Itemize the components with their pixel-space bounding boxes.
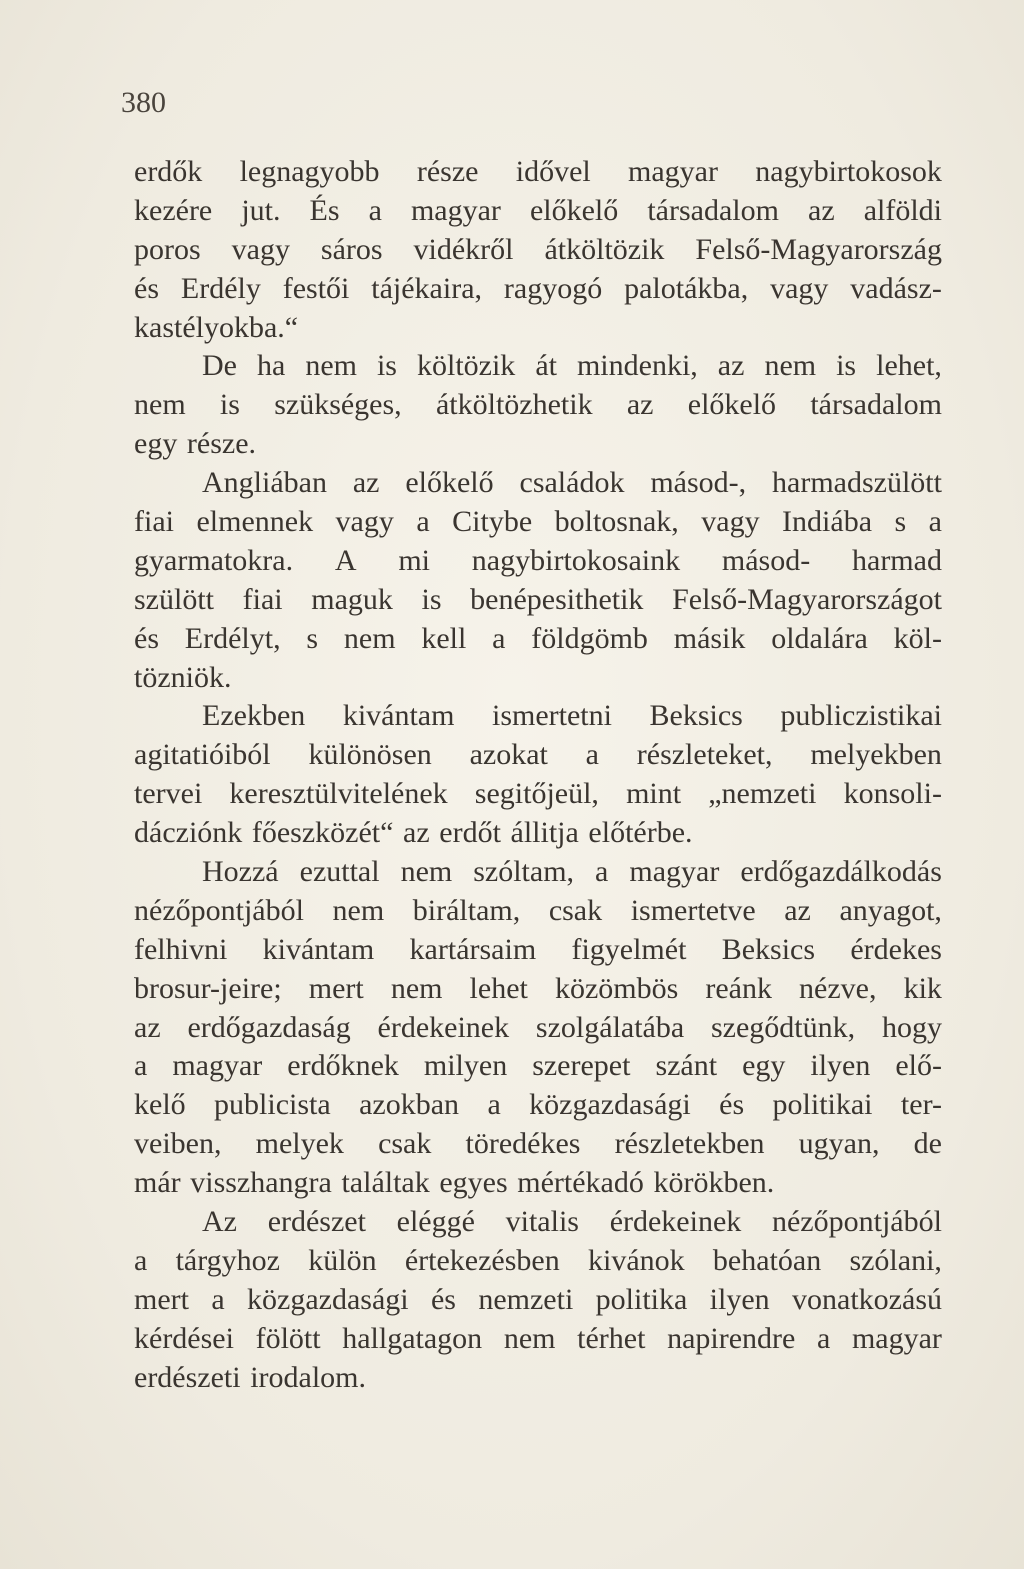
word: az — [403, 816, 430, 850]
word: lehet — [469, 971, 528, 1005]
word: is — [421, 582, 442, 616]
word: nagybirtokosaink — [471, 543, 681, 577]
word: közgazdasági — [529, 1088, 691, 1122]
word: át — [535, 349, 557, 383]
word: Hozzá — [202, 855, 279, 889]
word: kezére — [134, 193, 213, 227]
text-line — [134, 1359, 942, 1398]
word: szülött — [134, 582, 214, 616]
text-line — [134, 347, 942, 386]
word: nézőpontjából — [134, 893, 304, 927]
text-line — [134, 153, 942, 192]
word: boltosnak, — [554, 505, 679, 539]
text-line — [134, 814, 942, 853]
word: vagy — [335, 505, 394, 539]
word: a — [211, 1282, 225, 1316]
word: alföldi — [863, 193, 942, 227]
word: maguk — [311, 582, 393, 616]
word: Erdélyt, — [184, 621, 281, 655]
word: ismertetve — [630, 893, 756, 927]
word: társadalom — [810, 388, 942, 422]
word: a — [134, 1049, 148, 1083]
word: érdekes — [850, 932, 942, 966]
text-line — [134, 386, 942, 425]
word: legnagyobb — [239, 155, 380, 188]
word: fölött — [255, 1321, 321, 1355]
text-line — [134, 1009, 942, 1048]
word: nem — [390, 971, 443, 1005]
word: ismertetni — [491, 699, 612, 733]
word: melyekben — [810, 738, 942, 772]
word: vagy — [770, 271, 829, 305]
word: és — [134, 271, 159, 305]
word: Beksics — [649, 699, 743, 733]
text-line — [134, 581, 942, 620]
word: magyar — [172, 1049, 263, 1083]
word: ha — [256, 349, 286, 383]
word: kivánok — [588, 1243, 685, 1277]
word: és — [719, 1088, 745, 1122]
text-line — [134, 192, 942, 231]
word: térhet — [577, 1321, 646, 1355]
word: nem — [343, 621, 396, 655]
word: érdekeinek — [377, 1010, 510, 1044]
word: és — [430, 1282, 456, 1316]
word: festői — [282, 271, 350, 305]
word: költözik — [416, 349, 516, 383]
word: szerepet — [532, 1049, 631, 1083]
word: erdészet — [267, 1205, 366, 1239]
word: ilyen — [810, 1049, 871, 1083]
word: része — [416, 155, 479, 188]
word: nem — [764, 349, 817, 383]
word: hogy — [881, 1010, 942, 1044]
word: a — [595, 855, 609, 889]
word: előkelő — [529, 193, 619, 227]
word: Az — [202, 1205, 237, 1239]
word: erdőgazdálkodás — [740, 855, 942, 889]
word: másik — [673, 621, 746, 655]
text-line — [134, 503, 942, 542]
word: jut. — [241, 193, 281, 227]
word: szóltam, — [473, 855, 575, 889]
word: mint — [626, 777, 682, 811]
word: fiai — [134, 505, 174, 539]
text-line — [134, 697, 942, 736]
word: is — [376, 349, 397, 383]
word: az — [717, 349, 745, 383]
word: s — [306, 621, 319, 655]
word: publiczistikai — [780, 699, 942, 733]
word: politikai — [772, 1088, 873, 1122]
word: a — [928, 505, 942, 539]
text-line — [134, 1281, 942, 1320]
word: a — [134, 1243, 148, 1277]
word: irodalom. — [250, 1360, 367, 1394]
word: már — [134, 1166, 181, 1200]
word: vidékről — [413, 232, 514, 266]
word: kik — [903, 971, 942, 1005]
word: nem — [305, 349, 357, 383]
word: kelő — [134, 1088, 186, 1122]
word: publicista — [214, 1088, 331, 1122]
word: vonatkozású — [792, 1282, 942, 1316]
text-line — [134, 425, 942, 464]
word: mert — [308, 971, 364, 1005]
word: magyar — [629, 855, 720, 889]
word: részletekben — [614, 1127, 765, 1161]
word: a — [368, 193, 382, 227]
word: melyek — [255, 1127, 344, 1161]
text-line — [134, 659, 942, 698]
word: dácziónk — [134, 816, 243, 850]
text-line — [134, 542, 942, 581]
word: gyarmatokra. — [134, 543, 294, 577]
word: biráltam, — [412, 893, 521, 927]
word: nem — [503, 1321, 556, 1355]
word: segitőjeül, — [474, 777, 599, 811]
word: átköltözik — [544, 232, 665, 266]
word: nem — [134, 388, 186, 422]
word: a — [816, 1321, 831, 1355]
word: nézve, — [799, 971, 877, 1005]
word: tervei — [134, 777, 203, 811]
word: felhivni — [134, 932, 228, 966]
word: konsoli- — [843, 777, 942, 811]
word: vagy — [231, 232, 290, 266]
word: A — [334, 543, 357, 577]
word: nemzeti — [478, 1282, 574, 1316]
word: másod-, — [650, 466, 747, 500]
word: de — [913, 1127, 942, 1161]
word: csak — [378, 1127, 432, 1161]
word: az — [134, 1010, 161, 1044]
word: az — [808, 193, 835, 227]
word: is — [836, 349, 857, 383]
page-number: 380 — [121, 86, 166, 119]
word: mértékadó — [517, 1166, 644, 1200]
word: mindenki, — [576, 349, 698, 383]
word: ragyogó — [503, 271, 603, 305]
word: szolgálatába — [535, 1010, 685, 1044]
word: Angliában — [202, 466, 327, 500]
word: Indiába — [782, 505, 873, 539]
text-line — [134, 1203, 942, 1242]
text-line — [134, 775, 942, 814]
word: különösen — [308, 738, 432, 772]
word: részleteket, — [636, 738, 773, 772]
word: s — [894, 505, 907, 539]
word: És — [309, 193, 340, 227]
word: egyes — [439, 1166, 508, 1200]
word: kartársaim — [409, 932, 537, 966]
word: ugyan, — [798, 1127, 880, 1161]
word: tájékaira, — [371, 271, 483, 305]
word: átköltözhetik — [435, 388, 593, 422]
word: nem — [332, 893, 385, 927]
word: köl- — [893, 621, 942, 655]
word: az — [784, 893, 811, 927]
word: érdekeinek — [609, 1205, 742, 1239]
word: elő- — [895, 1049, 942, 1083]
word: politika — [595, 1282, 688, 1316]
word: magyar — [628, 155, 718, 188]
word: anyagot, — [839, 893, 942, 927]
word: tárgyhoz — [175, 1243, 280, 1277]
text-line — [134, 736, 942, 775]
word: poros — [134, 232, 201, 266]
word: a — [487, 1088, 501, 1122]
word: egy — [134, 427, 178, 461]
word: is — [219, 388, 240, 422]
word: nézőpontjából — [771, 1205, 942, 1239]
text-line — [134, 1086, 942, 1125]
word: kérdései — [134, 1321, 234, 1355]
word: előkelő — [405, 466, 494, 500]
word: a — [416, 505, 430, 539]
word: erdőt — [439, 816, 501, 850]
word: a — [585, 738, 599, 772]
word: Erdély — [180, 271, 261, 305]
word: erdők — [134, 155, 203, 188]
word: szükséges, — [274, 388, 402, 422]
word: másod- — [721, 543, 811, 577]
word: társadalom — [647, 193, 779, 227]
word: tözniök. — [134, 660, 232, 694]
text-line — [134, 970, 942, 1009]
word: főeszközét“ — [251, 816, 394, 850]
word: külön — [308, 1243, 377, 1277]
text-line — [134, 270, 942, 309]
word: Citybe — [452, 505, 533, 539]
word: Beksics — [721, 932, 816, 966]
text-line — [134, 892, 942, 931]
word: Ezekben — [202, 699, 306, 733]
word: lehet, — [876, 349, 942, 383]
word: fiai — [242, 582, 283, 616]
word: sáros — [320, 232, 383, 266]
word: „nemzeti — [708, 777, 817, 811]
word: előtérbe. — [588, 816, 693, 850]
word: kivántam — [262, 932, 375, 966]
word: szegődtünk, — [711, 1010, 856, 1044]
word: töredékes — [465, 1127, 581, 1161]
word: vitalis — [505, 1205, 579, 1239]
text-line — [134, 1320, 942, 1359]
word: előkelő — [687, 388, 777, 422]
word: oldalára — [771, 621, 868, 655]
word: egy — [742, 1049, 786, 1083]
word: keresztülvitelének — [229, 777, 448, 811]
text-line — [134, 931, 942, 970]
word: idővel — [515, 155, 591, 188]
word: szólani, — [849, 1243, 942, 1277]
word: ilyen — [709, 1282, 770, 1316]
word: a — [492, 621, 506, 655]
word: azokat — [469, 738, 548, 772]
word: harmad — [852, 543, 942, 577]
text-line — [134, 231, 942, 270]
word: értekezésben — [404, 1243, 560, 1277]
word: családok — [519, 466, 625, 500]
word: visszhangra — [190, 1166, 332, 1200]
word: Felső-Magyarország — [695, 232, 942, 266]
word: nagybirtokosok — [755, 155, 942, 188]
word: ter- — [900, 1088, 942, 1122]
word: figyelmét — [571, 932, 687, 966]
word: és — [134, 621, 159, 655]
word: erdészeti — [134, 1360, 241, 1394]
word: erdőknek — [287, 1049, 399, 1083]
word: találtak — [341, 1166, 430, 1200]
word: szánt — [655, 1049, 718, 1083]
word: elmennek — [196, 505, 314, 539]
word: magyar — [410, 193, 501, 227]
text-line — [134, 620, 942, 659]
word: közgazdasági — [247, 1282, 409, 1316]
word: veiben, — [134, 1127, 222, 1161]
word: földgömb — [531, 621, 648, 655]
text-line — [134, 853, 942, 892]
word: ezuttal — [299, 855, 380, 889]
word: vagy — [701, 505, 760, 539]
word: kell — [421, 621, 467, 655]
body-text — [134, 153, 942, 1398]
word: erdőgazdaság — [187, 1010, 351, 1044]
word: eléggé — [396, 1205, 475, 1239]
text-line — [134, 1047, 942, 1086]
word: magyar — [851, 1321, 942, 1355]
word: körökben. — [653, 1166, 775, 1200]
word: milyen — [423, 1049, 508, 1083]
word: kastélyokba.“ — [134, 310, 299, 344]
word: agitatióiból — [134, 738, 271, 772]
word: állitja — [510, 816, 579, 850]
text-line — [134, 309, 942, 348]
word: napirendre — [667, 1321, 796, 1355]
word: közömbös — [554, 971, 679, 1005]
word: nem — [400, 855, 453, 889]
word: harmadszülött — [772, 466, 942, 500]
word: mert — [134, 1282, 189, 1316]
word: palotákba, — [624, 271, 749, 305]
word: hallgatagon — [342, 1321, 483, 1355]
word: behatóan — [712, 1243, 822, 1277]
word: De — [202, 349, 237, 383]
text-line — [134, 1242, 942, 1281]
word: az — [352, 466, 380, 500]
word: része. — [186, 427, 257, 461]
word: vadász- — [850, 271, 942, 305]
word: azokban — [359, 1088, 460, 1122]
word: csak — [548, 893, 603, 927]
text-line — [134, 464, 942, 503]
text-line — [134, 1125, 942, 1164]
word: az — [626, 388, 654, 422]
word: mi — [398, 543, 431, 577]
word: brosur-jeire; — [134, 971, 282, 1005]
word: Felső-Magyarországot — [672, 582, 942, 616]
word: kivántam — [342, 699, 455, 733]
text-line — [134, 1164, 942, 1203]
word: benépesithetik — [470, 582, 644, 616]
word: reánk — [705, 971, 772, 1005]
